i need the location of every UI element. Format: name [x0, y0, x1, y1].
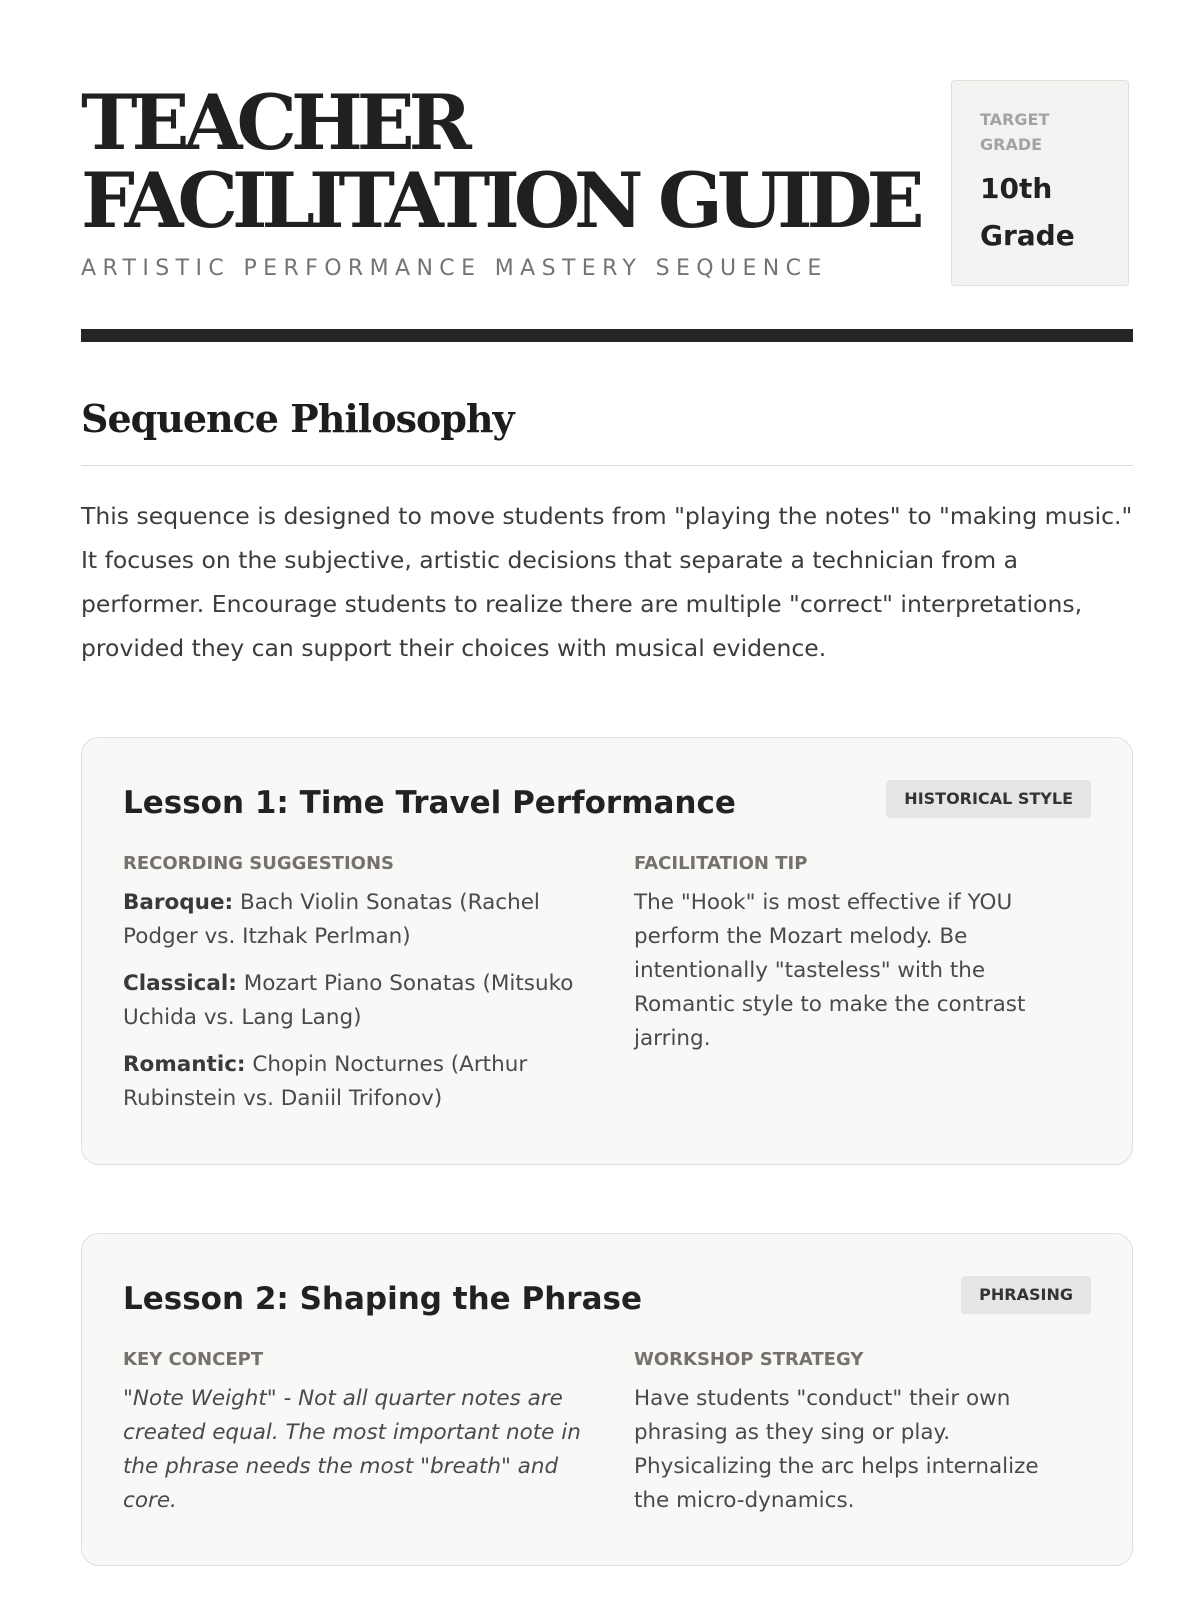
philosophy-body: This sequence is designed to move students from "playing the notes" to "making music." It focuses on the subjective, artistic decisions that separate a technician from a performer. Encourage students to realize there are multiple "correct" interpretations, provided they can support their choices with musical evidence. — [81, 502, 1133, 662]
target-grade-label: TARGET GRADE — [980, 110, 1050, 154]
recording-era: Romantic: — [123, 1052, 246, 1077]
header-divider — [81, 329, 1133, 342]
page-title — [81, 78, 919, 245]
lesson-title: Lesson 2: Shaping the Phrase — [123, 1281, 642, 1317]
recording-text: Mozart Piano Sonatas (Mitsuko Uchida vs. Lang Lang) — [123, 971, 574, 1030]
recording-item-romantic — [123, 1048, 583, 1116]
recording-text: Chopin Nocturnes (Arthur Rubinstein vs. Daniil Trifonov) — [123, 1052, 528, 1111]
target-grade-box — [951, 80, 1129, 286]
philosophy-heading: Sequence Philosophy — [81, 396, 514, 441]
lesson-tag: PHRASING — [961, 1276, 1091, 1314]
lesson-title: Lesson 1: Time Travel Performance — [123, 785, 736, 821]
lesson-card-2 — [81, 1233, 1133, 1566]
recording-era: Baroque: — [123, 890, 234, 915]
philosophy-divider — [81, 465, 1133, 466]
page-title-line-1: TEACHER — [81, 78, 466, 167]
workshop-strategy-column — [634, 1349, 1054, 1518]
recording-suggestions-column — [123, 853, 583, 1129]
key-concept-text: "Note Weight" - Not all quarter notes are created equal. The most important note in the phrase needs the most "breath" and core. — [123, 1386, 581, 1513]
recording-era: Classical: — [123, 971, 237, 996]
recording-item-classical — [123, 967, 583, 1035]
page-title-line-2: FACILITATION GUIDE — [81, 156, 919, 245]
facilitation-tip-column — [634, 853, 1054, 1056]
facilitation-tip-label: FACILITATION TIP — [634, 853, 808, 874]
key-concept-label: KEY CONCEPT — [123, 1349, 264, 1370]
target-grade-value: 10th Grade — [980, 172, 1075, 252]
page-subtitle: ARTISTIC PERFORMANCE MASTERY SEQUENCE — [81, 256, 828, 281]
workshop-strategy-label: WORKSHOP STRATEGY — [634, 1349, 864, 1370]
recording-suggestions-label: RECORDING SUGGESTIONS — [123, 853, 394, 874]
lesson-card-1 — [81, 737, 1133, 1165]
facilitation-tip-text: The "Hook" is most effective if YOU perform the Mozart melody. Be intentionally "tasteless" with the Romantic style to make the contrast jarring. — [634, 890, 1026, 1051]
recording-text: Bach Violin Sonatas (Rachel Podger vs. Itzhak Perlman) — [123, 890, 540, 949]
recording-item-baroque — [123, 886, 583, 954]
lesson-tag: HISTORICAL STYLE — [886, 780, 1091, 818]
page-header — [81, 80, 1133, 290]
workshop-strategy-text: Have students "conduct" their own phrasing as they sing or play. Physicalizing the arc helps internalize the micro-dynamics. — [634, 1386, 1039, 1513]
key-concept-column — [123, 1349, 583, 1518]
